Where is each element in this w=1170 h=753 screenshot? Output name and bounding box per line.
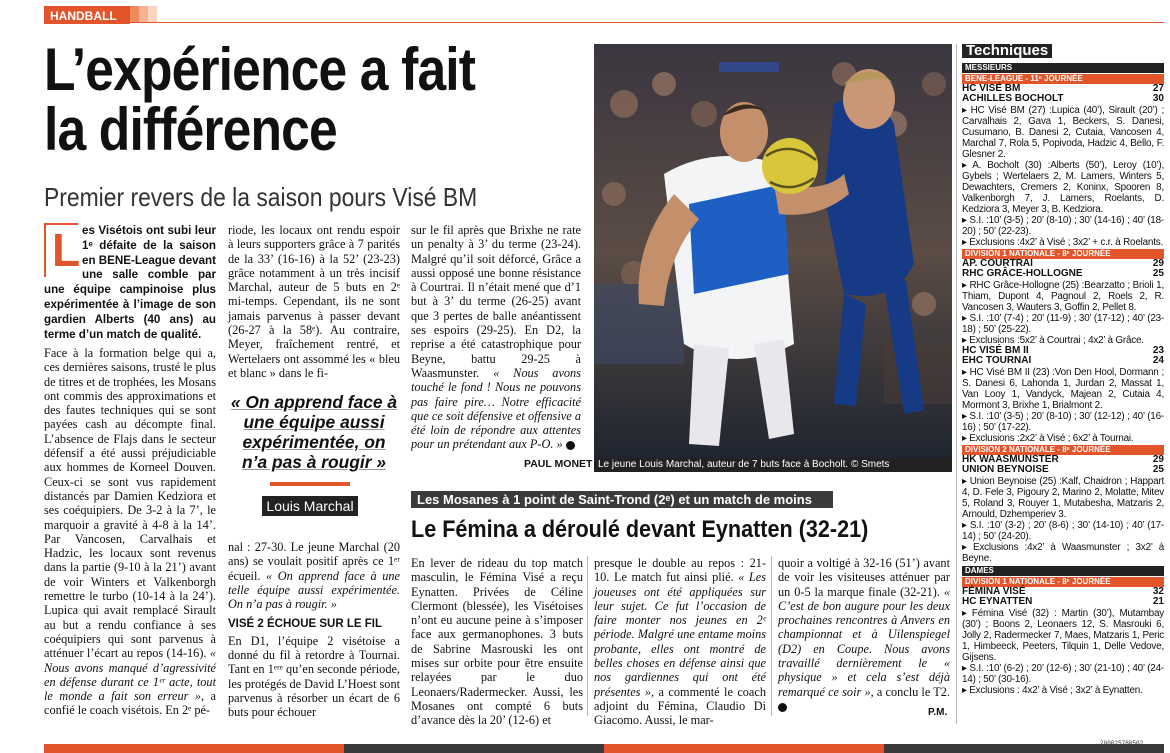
column-divider bbox=[587, 556, 588, 716]
category-women: DAMES bbox=[962, 566, 1164, 576]
kicker-bar: Les Mosanes à 1 point de Saint-Trond (2ᵉ) et un match de moins bbox=[411, 491, 833, 508]
column-divider bbox=[771, 556, 772, 716]
team-row: ACHILLES BOCHOLT 30 bbox=[962, 93, 1164, 105]
col1-end: a confié le coach visétois. En 2ᵉ pé- bbox=[44, 689, 216, 718]
team-row: FÉMINA VISÉ 32 bbox=[962, 585, 1164, 597]
section-rule bbox=[44, 22, 1164, 23]
match-detail: ▸ HC Visé BM (27) :Lupica (40’), Sirault (20’) ; Carvalhais 2, Gava 1, Beckers, S. Danesi, Cusumano, B. Danesi 2, Cutaia, Vancosen 4, Marchal 7, Rola 5, Popivoda, Hadzic 4, Bello, F. Glesner 2. bbox=[962, 104, 1164, 160]
league-header: DIVISION 1 NATIONALE - 8ᵉ JOURNÉE bbox=[962, 249, 1164, 259]
match-detail: ▸ A. Bocholt (30) :Alberts (50’), Leroy (10’), Gybels ; Wertelaers 2, M. Lamers, Winters 5, Dewachters, Cremers 2, Koninx, Spooren 8, Valkenborgh 7, J. Lamers, Roelants, D. Kedziora 3, Meyer 3, B. Kedziora. bbox=[962, 159, 1164, 215]
fcol3-quote: « C’est de bon augure pour les deux prochaines rencontres à Anvers en championnat et à Uilenspiegel (D2) en Coupe. Nous avons travaillé dernièrement le « physique » et cela s’est déjà remarqué ce soir », bbox=[778, 584, 950, 699]
match-detail: ▸ Exclusions :2x2’ à Visé ; 6x2’ à Tournai. bbox=[962, 432, 1134, 444]
team-row: UNION BEYNOISE 25 bbox=[962, 464, 1164, 476]
match-detail: ▸ S.I. :10’ (3-5) ; 20’ (8-10) ; 30’ (12-12) ; 40’ (16-16) ; 50’ (17-22). bbox=[962, 410, 1164, 433]
sidebar-title: Techniques bbox=[962, 44, 1052, 58]
fcol3-end: a conclu le T2. bbox=[876, 684, 950, 699]
pull-quote-author: Louis Marchal bbox=[262, 496, 358, 516]
team-row: HK WAASMUNSTER 29 bbox=[962, 453, 1164, 465]
article-column-2-continued bbox=[228, 540, 400, 720]
fcol1-text: En lever de rideau du top match masculin, le Fémina Visé a reçu Eynatten. Privées de Céline Clermont (blessée), les Visétoises n’ont eu aucune peine à s’imposer face aux germanophones. 3 buts de Sabrine Masrouski les ont mises sur orbite pour être ensuite relayées par le duo Leonaers/Radermecker. Aussi, les Mosanes ont compté 6 buts d’avance dès la 20’ (12-6) et bbox=[411, 556, 583, 728]
match-detail: ▸ RHC Grâce-Hollogne (25) :Bearzatto ; Brioli 1, Thiam, Dupont 4, Pagnoul 2, Roels 2, R. Vancosen 3, Wauters 3, Goffin 2, Pellet 8. bbox=[962, 279, 1164, 313]
byline: P.M. bbox=[928, 707, 948, 718]
sidebar-divider bbox=[956, 44, 957, 724]
article-column-3 bbox=[411, 223, 581, 452]
quote-rule bbox=[270, 482, 350, 486]
headline: L’expérience a fait la différence bbox=[44, 36, 476, 163]
fcol2-text: presque le double au repos : 21-10. Le match fut ainsi plié. bbox=[594, 556, 766, 585]
lead-paragraph bbox=[44, 223, 216, 341]
dropcap-frame: L bbox=[44, 223, 78, 277]
article-photo bbox=[594, 44, 952, 458]
results-sidebar bbox=[962, 44, 1164, 696]
match-detail: ▸ Exclusions :5x2’ à Courtrai ; 4x2’ à Grâce. bbox=[962, 334, 1144, 346]
team-row: AP. COURTRAI 29 bbox=[962, 257, 1164, 269]
fcol3-text: quoir a voltigé à 32-16 (51’) avant de voir les visiteuses atténuer par un 0-5 la marque finale (32-21). bbox=[778, 556, 950, 599]
handball-player-photo bbox=[594, 44, 952, 458]
col1-quote: « Nous avons manqué d’agressivité en défense durant ce 1ᵉʳ acte, tout le monde a fait son erreur », bbox=[44, 646, 216, 704]
match-detail: ▸ Fémina Visé (32) : Martin (30’), Mutambay (30’) ; Boons 2, Leonaers 12, S. Masrouki 6, Jolly 2, Radermecker 7, Maes, Matzaris 1, Peric 1, Himbeeck, Peeters, Tilquin 1, Delle Vedove, Gijsens. bbox=[962, 607, 1164, 663]
team-row: RHC GRÂCE-HOLLOGNE 25 bbox=[962, 268, 1164, 280]
femina-column-1 bbox=[411, 556, 583, 728]
end-mark-icon bbox=[778, 703, 787, 712]
col2b-end: En D1, l’équipe 2 visétoise a donné du fil à retordre à Tournai. Tant en 1ᵉʳᵉ qu’en seconde période, les protégés de David L’Hoest sont parvenus à résorber un écart de 6 buts pour échouer bbox=[228, 633, 401, 720]
femina-column-2 bbox=[594, 556, 766, 728]
league-header: DIVISION 2 NATIONALE - 8ᵉ JOURNÉE bbox=[962, 445, 1164, 455]
bottom-color-bar bbox=[44, 744, 1164, 753]
byline: PAUL MONET bbox=[524, 458, 593, 470]
section-tag: HANDBALL bbox=[44, 6, 130, 24]
col3-text: sur le fil après que Brixhe ne rate un penalty à 3’ du terme (23-24). Malgré qu’il soit déforcé, Grâce a aussi opposé une bonne résistance à Courtrai. Il n’était mené que d’1 but à 3’ du terme (26-25) avant que 3 pertes de balle anéantissent ses espoirs (29-25). En D2, la reprise a été catastrophique pour Beyne, battu 29-25 à Waasmunster. bbox=[411, 223, 581, 380]
match-detail: ▸ HC Visé BM II (23) :Von Den Hool, Dormann ; S. Danesi 6, Lahonda 1, Jurdan 2, Massat 1, Van Looy 1, Vandyck, Majean 2, Cutaia 4, Mormont 3, Brixhe 1, Brialmont 2. bbox=[962, 366, 1164, 411]
col3-quote: « Nous avons touché le fond ! Nous ne pouvons pas faire pire… Notre efficacité que ce soit défensive et offensive a été loin de répondre aux attentes pour un prétendant aux P-O. » bbox=[411, 365, 581, 452]
article-column-1 bbox=[44, 346, 216, 718]
page-code: 200025760502 bbox=[1100, 740, 1144, 747]
match-detail: ▸ Union Beynoise (25) :Kalf, Chaidron ; Happart 4, D. Fele 3, Pigoury 2, Marino 2, Molatte, Mitev 5, Roland 3, Rouyer 1, Mutabesha, Matzaris 2, Arnould, Dzhemperiev 3. bbox=[962, 475, 1164, 520]
col2-text: riode, les locaux ont rendu espoir à leurs supporters grâce à 7 parités de la 33’ (16-16) à la 52’ (23-23) grâce notamment à un très incisif Marchal, auteur de 5 buts en 2ᵉ mi-temps. Cependant, ils ne sont jamais parvenus à passer devant (26-27 à la 58ᵉ). Au contraire, Meyer, fraîchement rentré, et Wertelaers ont assommé les « bleu et blanc » dans le fi- bbox=[228, 223, 400, 380]
col2b-text: nal : 27-30. Le jeune Marchal (20 ans) se voulait positif après ce 1ᵉʳ écueil. bbox=[228, 540, 400, 583]
femina-column-3 bbox=[778, 556, 950, 713]
col1-text: Face à la formation belge qui a, ces dernières saisons, trusté le plus de titres et de trophées, les Mosans ont commis des approximations et des fautes techniques qui se sont payées cash au décompte final. L’absence de Flajs dans le secteur défensif a été aussi préjudiciable aux hommes de Korneel Douven. Ceux-ci se sont vus rapidement distancés par Damien Kedziora et ses coéquipiers. De 3-2 à la 7’, le marquoir a gravité à 4-8 à la 14’. Par Vancosen, Carvalhais et Hadzic, les locaux sont revenus dans la partie (9-10 à la 21’) avant de voir Winters et Valkenborgh remettre le turbo (10-14 à la 24’). Lupica qui avait remplacé Sirault au but a rendu confiance à ses coéquipiers qui sont parvenus à atténuer l’écart au repos (14-16). bbox=[44, 346, 216, 661]
match-detail: ▸ S.I. :10’ (3-2) ; 20’ (8-6) ; 30’ (14-10) ; 40’ (17-14) ; 50’ (24-20). bbox=[962, 519, 1164, 542]
match-detail: ▸ Exclusions :4x2’ à Waasmunster ; 3x2’ à Beyne. bbox=[962, 541, 1164, 564]
team-row: EHC TOURNAI 24 bbox=[962, 355, 1164, 367]
article-column-2 bbox=[228, 223, 400, 380]
fcol2-end: a commenté le coach adjoint du Fémina, Claudio Di Giacomo. Aussi, le mar- bbox=[594, 684, 766, 728]
end-mark-icon bbox=[566, 441, 575, 450]
pull-quote: « On apprend face à une équipe aussi expérimentée, on n’a pas à rougir » bbox=[230, 392, 398, 472]
league-header: DIVISION 1 NATIONALE - 8ᵉ JOURNÉE bbox=[962, 577, 1164, 587]
match-detail: ▸ Exclusions :4x2’ à Visé ; 3x2’ + c.r. à Roelants. bbox=[962, 236, 1164, 248]
col2b-quote: « On apprend face à une telle équipe aussi expérimentée. On n’a pas à rougir. » bbox=[228, 568, 400, 612]
category-men: MESSIEURS bbox=[962, 63, 1164, 73]
match-detail: ▸ Exclusions : 4x2’ à Visé ; 3x2’ à Eynatten. bbox=[962, 684, 1143, 696]
team-row: HC VISÉ BM 27 bbox=[962, 82, 1164, 94]
team-row: HC EYNATTEN 21 bbox=[962, 596, 1164, 608]
lead-text: es Visétois ont subi leur 1ᵉ défaite de la saison en BENE-League devant une salle comble par une équipe campinoise plus expérimentée à l’image de son gardien Alberts (40 ans) au terme d’un match de qualité. bbox=[44, 224, 217, 341]
team-row: HC VISÉ BM II 23 bbox=[962, 344, 1164, 356]
fcol2-quote: « Les joueuses ont été appliquées sur leur sujet. Ce fut l’occasion de faire monter nos jeunes en 2ᵉ période. Malgré une entame moins probante, elles ont montré de belles choses en défense ainsi que nos gardiennes qui ont été présentes », bbox=[594, 570, 767, 699]
femina-headline: Le Fémina a déroulé devant Eynatten (32-21) bbox=[411, 516, 869, 543]
match-detail: ▸ S.I. :10’ (3-5) ; 20’ (8-10) ; 30’ (14-16) ; 40’ (18-20) ; 50’ (22-23). bbox=[962, 214, 1164, 237]
subhead: Premier revers de la saison pours Visé BM bbox=[44, 182, 478, 212]
match-detail: ▸ S.I. :10’ (6-2) ; 20’ (12-6) ; 30’ (21-10) ; 40’ (24-14) ; 50’ (30-16). bbox=[962, 662, 1164, 685]
match-detail: ▸ S.I. :10’ (7-4) ; 20’ (11-9) ; 30’ (17-12) ; 40’ (23-18) ; 50’ (25-22). bbox=[962, 312, 1164, 335]
photo-caption: Le jeune Louis Marchal, auteur de 7 buts face à Bocholt. © Smets bbox=[594, 458, 952, 472]
col2b-subhead: VISÉ 2 ÉCHOUE SUR LE FIL bbox=[228, 618, 382, 631]
tag-decoration bbox=[130, 6, 157, 22]
league-header: BENE-LEAGUE - 11ᵉ JOURNÉE bbox=[962, 74, 1164, 84]
